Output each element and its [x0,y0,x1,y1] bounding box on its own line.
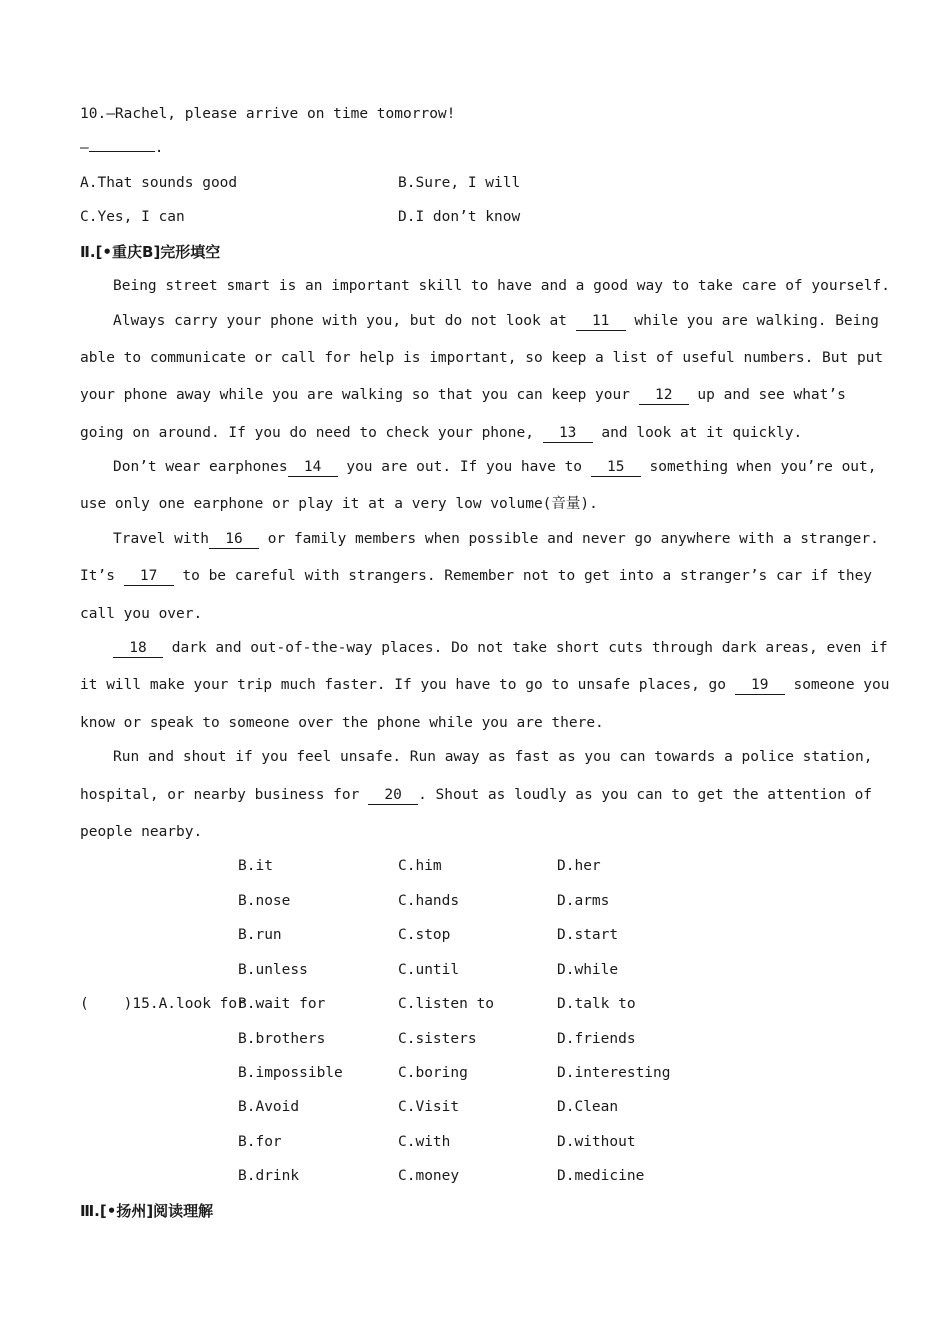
blank-14: 14 [288,458,338,477]
option-b: B.it [238,858,273,874]
passage-p6-line3: people nearby. [80,824,203,840]
option-d: D.talk to [557,996,636,1012]
option-b: B.wait for [238,996,326,1012]
passage-p3-line1 [113,457,876,477]
passage-p6-line2 [80,785,872,805]
option-c: C.sisters [398,1031,477,1047]
q10-answer-prefix: — [80,140,89,156]
q10-answer-suffix: . [154,140,164,156]
passage-text: dark and out-of-the-way places. Do not take short cuts through dark areas, even if [163,640,888,656]
passage-p2-line4 [80,423,802,443]
passage-p2-line2: able to communicate or call for help is important, so keep a list of useful numbers. But put [80,350,884,366]
passage-p5-line1 [113,638,888,658]
option-c: C.with [398,1134,451,1150]
passage-text: something when you’re out, [640,459,877,475]
option-b: B.nose [238,893,291,909]
q10-option-b: B.Sure, I will [398,175,521,191]
option-d: D.arms [557,893,610,909]
section3-heading: Ⅲ.[•扬州]阅读理解 [80,1202,214,1220]
option-d: D.while [557,962,619,978]
blank-20: 20 [368,786,418,805]
option-c: C.hands [398,893,460,909]
option-d: D.start [557,927,619,943]
option-b: B.brothers [238,1031,326,1047]
passage-text: while you are walking. Being [625,313,879,329]
option-d: D.her [557,858,601,874]
passage-text: you are out. If you have to [337,459,591,475]
q10-answer-blank [89,151,155,152]
passage-text: Always carry your phone with you, but do not look at [113,313,576,329]
passage-text: and look at it quickly. [592,425,803,441]
passage-p6-line1: Run and shout if you feel unsafe. Run away as fast as you can towards a police station, [113,749,873,765]
option-b: B.run [238,927,282,943]
option-b: B.for [238,1134,282,1150]
option-c: C.money [398,1168,460,1184]
option-c: C.Visit [398,1099,460,1115]
option-b: B.Avoid [238,1099,300,1115]
option-b: B.unless [238,962,308,978]
passage-p3-line2: use only one earphone or play it at a very low volume(音量). [80,496,598,512]
passage-text: up and see what’s [688,387,846,403]
passage-text: Travel with [113,531,210,547]
passage-text: . Shout as loudly as you can to get the attention of [418,787,873,803]
blank-12: 12 [639,386,689,405]
section2-heading: Ⅱ.[•重庆B]完形填空 [80,243,221,261]
blank-13: 13 [543,424,593,443]
option-b: B.drink [238,1168,300,1184]
passage-p1: Being street smart is an important skill to have and a good way to take care of yourself. [113,278,890,294]
passage-text: someone you [784,677,890,693]
passage-p5-line2 [80,675,890,695]
option-c: C.until [398,962,460,978]
blank-17: 17 [124,567,174,586]
passage-p4-line2 [80,566,872,586]
passage-p5-line3: know or speak to someone over the phone while you are there. [80,715,604,731]
option-c: C.listen to [398,996,495,1012]
q10-option-c: C.Yes, I can [80,209,185,225]
option-d: D.without [557,1134,636,1150]
passage-text: to be careful with strangers. Remember not to get into a stranger’s car if they [173,568,873,584]
passage-text: going on around. If you do need to check your phone, [80,425,543,441]
q10-option-d: D.I don’t know [398,209,521,225]
option-b: B.impossible [238,1065,343,1081]
option-prefix: ( )15.A.look for [80,996,246,1012]
option-c: C.boring [398,1065,468,1081]
option-c: C.him [398,858,442,874]
option-d: D.interesting [557,1065,671,1081]
passage-p4-line3: call you over. [80,606,203,622]
blank-19: 19 [735,676,785,695]
passage-text: Don’t wear earphones [113,459,288,475]
option-d: D.medicine [557,1168,645,1184]
option-c: C.stop [398,927,451,943]
passage-p2-line3 [80,385,846,405]
blank-16: 16 [209,530,259,549]
option-d: D.Clean [557,1099,619,1115]
passage-text: it will make your trip much faster. If you have to go to unsafe places, go [80,677,735,693]
q10-option-a: A.That sounds good [80,175,238,191]
blank-11: 11 [576,312,626,331]
passage-p4-line1 [113,529,879,549]
option-d: D.friends [557,1031,636,1047]
blank-18: 18 [113,639,163,658]
passage-text: It’s [80,568,124,584]
blank-15: 15 [591,458,641,477]
passage-text: your phone away while you are walking so that you can keep your [80,387,639,403]
passage-text: hospital, or nearby business for [80,787,369,803]
q10-stem: 10.—Rachel, please arrive on time tomorrow! [80,106,456,122]
q10-answer-line [80,138,163,158]
passage-text: or family members when possible and never go anywhere with a stranger. [259,531,879,547]
passage-p2-line1 [113,311,879,331]
